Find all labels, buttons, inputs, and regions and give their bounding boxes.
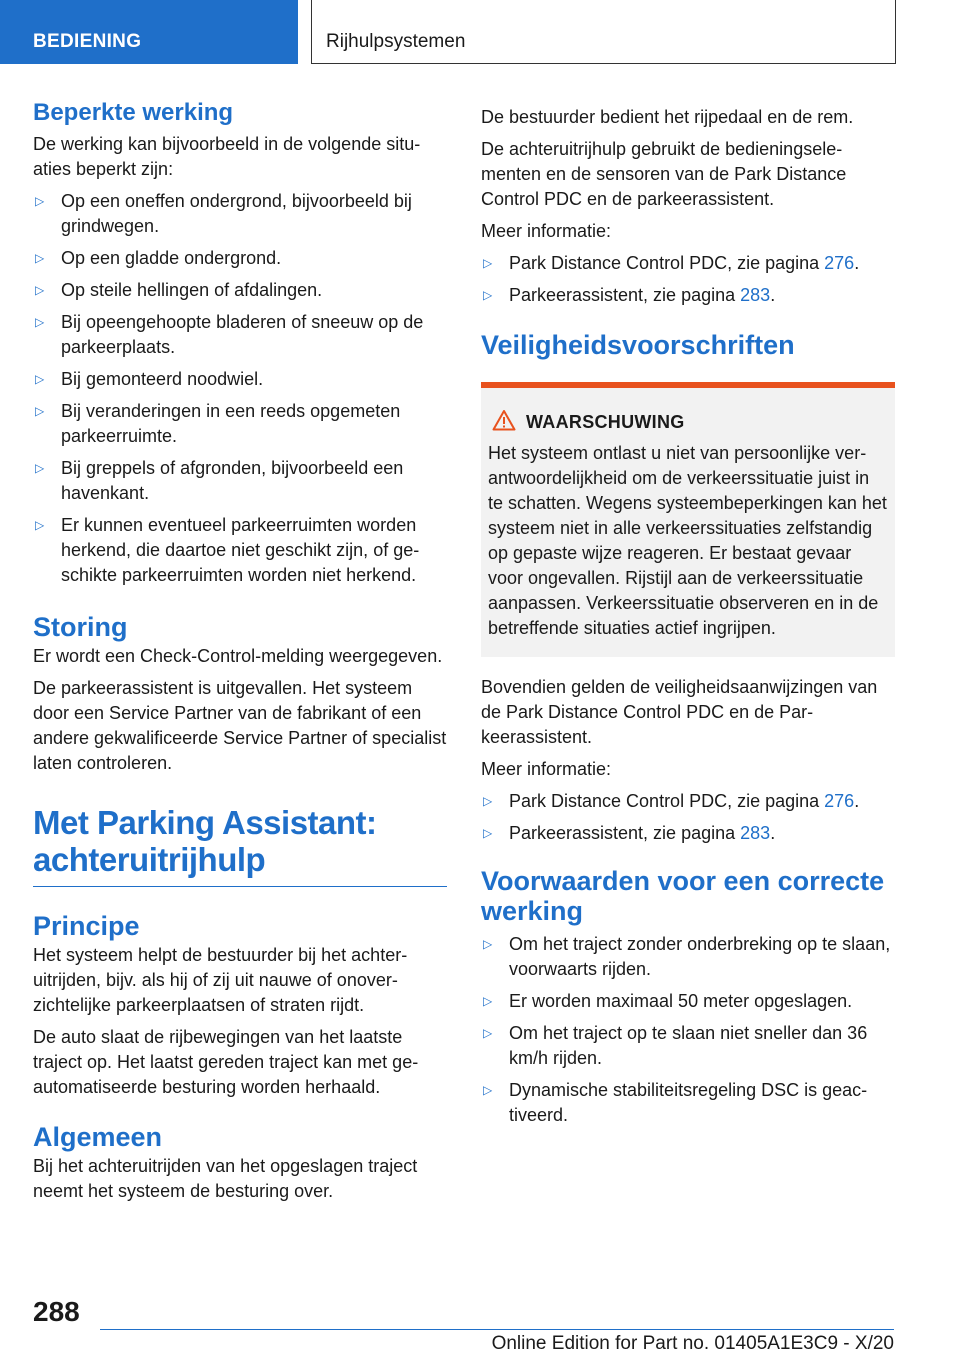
algemeen-paragraph: Bij het achteruitrijden van het opgeslagen traject neemt het systeem de besturing over.	[33, 1156, 418, 1201]
more-info-list-1	[481, 251, 895, 308]
chapter-divider	[33, 886, 447, 887]
storing-paragraph-2: De parkeerassistent is uitgevallen. Het systeem door een Service Partner van de fabrikant of een andere gekwalificeerde Service Partner of specialist laten controleren.	[33, 678, 447, 773]
principe-paragraph-1: Het systeem helpt de bestuurder bij het achteruitrijden, bijv. als hij of zij uit nauwe of onoverzichtelijke parkeerplaatsen of straten rijdt.	[33, 945, 408, 1015]
warning-box	[481, 382, 895, 657]
beperkte-werking-intro: De werking kan bijvoorbeeld in de volgende situaties beperkt zijn:	[33, 134, 421, 179]
triangle-bullet-icon: ▷	[483, 1026, 493, 1040]
triangle-bullet-icon: ▷	[35, 251, 45, 265]
list-item: ▷ Om het traject zonder onderbreking op te slaan, voorwaarts rijden.	[483, 934, 891, 979]
left-column	[33, 98, 447, 1211]
principe-heading: Principe	[33, 911, 140, 941]
triangle-bullet-icon: ▷	[35, 283, 45, 297]
page-link[interactable]: 276	[824, 791, 855, 811]
triangle-bullet-icon: ▷	[35, 372, 45, 386]
list-item: ▷ Er kunnen eventueel parkeerruimten worden herkend, die daartoe niet geschikt zijn, of geschikte parkeerruimten worden niet herkend.	[35, 515, 420, 585]
beperkte-werking-heading: Beperkte werking	[33, 99, 234, 126]
list-item: ▷ Bij veranderingen in een reeds opgemeten parkeerruimte.	[35, 401, 401, 446]
list-item: ▷ Parkeerassistent, zie pagina 283.	[481, 283, 895, 308]
algemeen-heading: Algemeen	[33, 1122, 163, 1152]
list-item: ▷ Om het traject op te slaan niet sneller dan 36 km/h rijden.	[483, 1023, 868, 1068]
warning-title: WAARSCHUWING	[488, 410, 888, 435]
triangle-bullet-icon: ▷	[483, 994, 493, 1008]
edition-note: Online Edition for Part no. 01405A1E3C9 - X/20	[491, 1333, 894, 1354]
triangle-bullet-icon: ▷	[483, 794, 493, 808]
triangle-bullet-icon: ▷	[35, 315, 45, 329]
list-item: ▷ Park Distance Control PDC, zie pagina 276.	[481, 789, 895, 814]
more-info-label-2: Meer informatie:	[481, 759, 612, 779]
triangle-bullet-icon: ▷	[483, 288, 493, 302]
more-info-list-2	[481, 789, 895, 846]
list-item: ▷ Bij gemonteerd noodwiel.	[33, 367, 447, 392]
page-link[interactable]: 276	[824, 253, 855, 273]
list-item: ▷ Er worden maximaal 50 meter opgeslagen.	[481, 989, 895, 1014]
chapter-tab	[311, 0, 896, 64]
page-link[interactable]: 283	[740, 823, 771, 843]
page-link[interactable]: 283	[740, 285, 771, 305]
right-paragraph-2: De achteruitrijhulp gebruikt de bedieningselementen en de sensoren van de Park Distance Control PDC en de parkeerassistent.	[481, 139, 847, 209]
voorwaarden-list	[481, 932, 895, 1128]
principe-paragraph-2: De auto slaat de rijbewegingen van het laatste traject op. Het laatst gereden traject kan met geautomatiseerde besturing worden herhaald.	[33, 1027, 419, 1097]
right-column	[481, 98, 895, 1135]
list-item: ▷ Dynamische stabiliteitsregeling DSC is geactiveerd.	[483, 1080, 868, 1125]
triangle-bullet-icon: ▷	[483, 937, 493, 951]
triangle-bullet-icon: ▷	[483, 826, 493, 840]
list-item: ▷ Bij opeengehoopte bladeren of sneeuw op de parkeerplaats.	[35, 312, 424, 357]
chapter-tab-label: Rijhulpsystemen	[326, 31, 466, 52]
storing-paragraph-1: Er wordt een Check-Control-melding weergegeven.	[33, 646, 443, 666]
list-item: ▷ Park Distance Control PDC, zie pagina 276.	[481, 251, 895, 276]
voorwaarden-heading: Voorwaarden voor een correcte werking	[481, 866, 885, 926]
list-item: ▷ Bij greppels of afgronden, bijvoorbeeld een havenkant.	[35, 458, 404, 503]
triangle-bullet-icon: ▷	[35, 518, 45, 532]
list-item: ▷ Op een gladde ondergrond.	[33, 246, 447, 271]
storing-heading: Storing	[33, 612, 128, 642]
section-tab	[0, 0, 298, 64]
list-item: ▷ Op een oneffen ondergrond, bijvoorbeeld bij grindwegen.	[35, 191, 412, 236]
triangle-bullet-icon: ▷	[35, 194, 45, 208]
right-paragraph-3: Bovendien gelden de veiligheidsaanwijzingen van de Park Distance Control PDC en de Parkeerassistent.	[481, 677, 878, 747]
warning-triangle-icon	[492, 409, 516, 431]
triangle-bullet-icon: ▷	[483, 1083, 493, 1097]
page-number: 288	[33, 1296, 80, 1327]
right-paragraph-1: De bestuurder bedient het rijpedaal en de rem.	[481, 107, 854, 127]
footer-divider	[100, 1329, 894, 1330]
beperkte-werking-list	[33, 189, 447, 588]
list-item: ▷ Parkeerassistent, zie pagina 283.	[481, 821, 895, 846]
more-info-label-1: Meer informatie:	[481, 221, 612, 241]
triangle-bullet-icon: ▷	[483, 256, 493, 270]
triangle-bullet-icon: ▷	[35, 404, 45, 418]
chapter-title: Met Parking Assistant: achteruitrijhulp	[33, 804, 377, 878]
triangle-bullet-icon: ▷	[35, 461, 45, 475]
veiligheid-heading: Veiligheidsvoorschriften	[481, 330, 795, 360]
warning-text: Het systeem ontlast u niet van persoonlijke verantwoordelijkheid om de verkeerssituatie juist in te schatten. Wegens systeembeperkingen kan het systeem niet in alle verkeerssituaties zelfstandig op gepaste wijze reageren. Er bestaat gevaar voor ongevallen. Rijstijl aan de verkeerssituatie aanpassen. Verkeerssituatie observeren en in de betreffende situaties actief ingrijpen.	[488, 443, 887, 638]
list-item: ▷ Op steile hellingen of afdalingen.	[33, 278, 447, 303]
section-tab-label: BEDIENING	[33, 31, 142, 52]
